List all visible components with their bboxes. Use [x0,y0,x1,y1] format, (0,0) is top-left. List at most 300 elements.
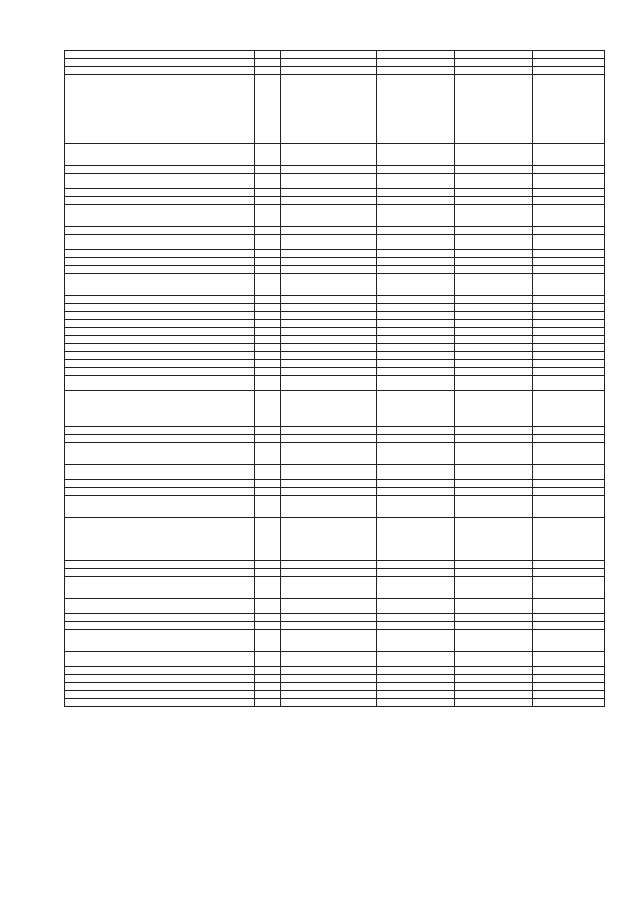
row-amount-col6-cell [533,561,605,569]
row-amount-col4-cell [377,250,455,258]
row-amount-col4-cell [377,344,455,352]
row-amount-col6-cell [533,577,605,599]
row-code-cell [281,465,377,480]
row-amount-col6-cell [533,683,605,691]
row-code-cell [281,352,377,360]
row-col2-cell [255,667,281,675]
row-col2-cell [255,336,281,344]
row-code-cell [281,518,377,561]
row-amount-col5-cell [455,67,533,75]
row-amount-col5-cell [455,691,533,699]
row-amount-col5-cell [455,376,533,391]
row-col2-cell [255,652,281,667]
table-row [65,174,605,189]
table-row [65,652,605,667]
row-code-cell [281,622,377,630]
table-row [65,518,605,561]
row-amount-col4-cell [377,465,455,480]
row-amount-col5-cell [455,599,533,614]
row-code-cell [281,59,377,67]
row-amount-col5-cell [455,675,533,683]
row-code-cell [281,577,377,599]
row-name-cell [65,614,255,622]
row-code-cell [281,250,377,258]
column-header [255,51,281,59]
row-name-cell [65,496,255,518]
row-col2-cell [255,518,281,561]
table-row [65,599,605,614]
header-row [65,51,605,59]
row-amount-col6-cell [533,488,605,496]
row-amount-col4-cell [377,274,455,296]
row-amount-col5-cell [455,622,533,630]
row-amount-col4-cell [377,235,455,250]
row-amount-col6-cell [533,274,605,296]
table-row [65,691,605,699]
row-amount-col6-cell [533,59,605,67]
row-amount-col5-cell [455,360,533,368]
row-col2-cell [255,312,281,320]
row-amount-col6-cell [533,328,605,336]
row-amount-col5-cell [455,250,533,258]
row-amount-col5-cell [455,197,533,205]
row-amount-col4-cell [377,304,455,312]
row-code-cell [281,205,377,227]
table-row [65,274,605,296]
row-code-cell [281,174,377,189]
row-amount-col4-cell [377,376,455,391]
row-amount-col6-cell [533,304,605,312]
row-amount-col6-cell [533,496,605,518]
row-amount-col5-cell [455,480,533,488]
row-col2-cell [255,304,281,312]
row-col2-cell [255,67,281,75]
table-row [65,465,605,480]
row-amount-col6-cell [533,250,605,258]
row-amount-col4-cell [377,320,455,328]
table-row [65,427,605,435]
row-col2-cell [255,427,281,435]
row-code-cell [281,144,377,166]
table-row [65,312,605,320]
row-name-cell [65,336,255,344]
row-col2-cell [255,235,281,250]
row-name-cell [65,488,255,496]
row-amount-col6-cell [533,699,605,707]
row-amount-col6-cell [533,622,605,630]
row-col2-cell [255,320,281,328]
table-row [65,496,605,518]
table-row [65,630,605,652]
table-row [65,391,605,427]
column-header [281,51,377,59]
row-code-cell [281,569,377,577]
row-col2-cell [255,683,281,691]
row-code-cell [281,427,377,435]
row-amount-col6-cell [533,296,605,304]
row-code-cell [281,443,377,465]
table-row [65,205,605,227]
row-amount-col4-cell [377,561,455,569]
row-name-cell [65,328,255,336]
row-col2-cell [255,368,281,376]
row-amount-col4-cell [377,166,455,174]
row-amount-col5-cell [455,699,533,707]
row-amount-col4-cell [377,258,455,266]
row-amount-col5-cell [455,667,533,675]
row-code-cell [281,304,377,312]
row-amount-col6-cell [533,465,605,480]
row-amount-col4-cell [377,675,455,683]
row-amount-col6-cell [533,480,605,488]
row-amount-col5-cell [455,258,533,266]
row-code-cell [281,488,377,496]
table-row [65,614,605,622]
row-amount-col5-cell [455,274,533,296]
row-col2-cell [255,465,281,480]
row-code-cell [281,67,377,75]
row-amount-col6-cell [533,427,605,435]
row-amount-col5-cell [455,683,533,691]
row-code-cell [281,266,377,274]
row-code-cell [281,258,377,266]
table-row [65,435,605,443]
row-amount-col5-cell [455,320,533,328]
row-col2-cell [255,174,281,189]
row-name-cell [65,569,255,577]
row-amount-col6-cell [533,630,605,652]
row-code-cell [281,344,377,352]
table-row [65,683,605,691]
table-row [65,328,605,336]
row-amount-col6-cell [533,320,605,328]
row-amount-col6-cell [533,174,605,189]
row-col2-cell [255,166,281,174]
row-col2-cell [255,274,281,296]
row-code-cell [281,368,377,376]
row-amount-col4-cell [377,368,455,376]
row-amount-col6-cell [533,166,605,174]
row-name-cell [65,427,255,435]
row-amount-col4-cell [377,296,455,304]
table-row [65,197,605,205]
row-col2-cell [255,675,281,683]
budget-table [64,50,605,707]
table-row [65,320,605,328]
row-col2-cell [255,496,281,518]
row-name-cell [65,67,255,75]
row-code-cell [281,296,377,304]
row-code-cell [281,480,377,488]
row-amount-col4-cell [377,391,455,427]
row-name-cell [65,352,255,360]
row-name-cell [65,205,255,227]
row-amount-col5-cell [455,443,533,465]
row-amount-col6-cell [533,435,605,443]
table-row [65,675,605,683]
table-row [65,368,605,376]
row-col2-cell [255,266,281,274]
row-amount-col6-cell [533,312,605,320]
row-amount-col4-cell [377,683,455,691]
table-row [65,75,605,144]
row-name-cell [65,675,255,683]
table-row [65,699,605,707]
table-row [65,488,605,496]
row-code-cell [281,227,377,235]
column-header [65,51,255,59]
row-amount-col5-cell [455,227,533,235]
row-col2-cell [255,599,281,614]
row-amount-col5-cell [455,614,533,622]
row-amount-col6-cell [533,614,605,622]
row-name-cell [65,630,255,652]
row-amount-col6-cell [533,599,605,614]
row-name-cell [65,391,255,427]
row-name-cell [65,435,255,443]
row-code-cell [281,360,377,368]
row-amount-col4-cell [377,427,455,435]
row-amount-col4-cell [377,312,455,320]
row-amount-col6-cell [533,144,605,166]
row-amount-col5-cell [455,75,533,144]
row-col2-cell [255,296,281,304]
row-amount-col4-cell [377,569,455,577]
row-amount-col5-cell [455,518,533,561]
row-col2-cell [255,360,281,368]
row-code-cell [281,336,377,344]
row-col2-cell [255,197,281,205]
row-amount-col6-cell [533,235,605,250]
row-code-cell [281,189,377,197]
row-col2-cell [255,443,281,465]
row-amount-col6-cell [533,197,605,205]
column-header [377,51,455,59]
table-row [65,667,605,675]
row-amount-col4-cell [377,435,455,443]
table-row [65,577,605,599]
row-amount-col5-cell [455,144,533,166]
row-col2-cell [255,250,281,258]
row-amount-col4-cell [377,599,455,614]
row-amount-col6-cell [533,189,605,197]
row-name-cell [65,599,255,614]
row-amount-col6-cell [533,75,605,144]
row-amount-col6-cell [533,227,605,235]
row-col2-cell [255,189,281,197]
row-amount-col6-cell [533,652,605,667]
row-col2-cell [255,488,281,496]
table-row [65,250,605,258]
row-amount-col6-cell [533,344,605,352]
row-col2-cell [255,569,281,577]
table-row [65,443,605,465]
table-body [65,59,605,707]
table-row [65,304,605,312]
row-code-cell [281,599,377,614]
row-col2-cell [255,391,281,427]
row-code-cell [281,699,377,707]
row-amount-col4-cell [377,691,455,699]
row-code-cell [281,320,377,328]
row-amount-col5-cell [455,652,533,667]
row-code-cell [281,652,377,667]
row-col2-cell [255,699,281,707]
table-row [65,258,605,266]
row-amount-col5-cell [455,577,533,599]
row-amount-col6-cell [533,443,605,465]
row-amount-col5-cell [455,235,533,250]
row-col2-cell [255,344,281,352]
row-name-cell [65,250,255,258]
row-amount-col4-cell [377,496,455,518]
row-amount-col5-cell [455,352,533,360]
row-name-cell [65,296,255,304]
row-code-cell [281,391,377,427]
row-amount-col5-cell [455,496,533,518]
row-code-cell [281,312,377,320]
row-code-cell [281,75,377,144]
table-row [65,344,605,352]
row-amount-col5-cell [455,435,533,443]
row-amount-col5-cell [455,296,533,304]
row-col2-cell [255,258,281,266]
row-amount-col6-cell [533,391,605,427]
row-amount-col4-cell [377,443,455,465]
row-amount-col5-cell [455,488,533,496]
row-name-cell [65,227,255,235]
table-row [65,59,605,67]
table-row [65,266,605,274]
column-header [455,51,533,59]
row-code-cell [281,166,377,174]
row-name-cell [65,518,255,561]
row-amount-col6-cell [533,675,605,683]
table-row [65,480,605,488]
row-col2-cell [255,614,281,622]
row-name-cell [65,304,255,312]
table-row [65,352,605,360]
row-name-cell [65,320,255,328]
row-amount-col4-cell [377,266,455,274]
row-col2-cell [255,328,281,336]
row-name-cell [65,465,255,480]
row-amount-col4-cell [377,174,455,189]
table-row [65,360,605,368]
row-amount-col4-cell [377,480,455,488]
row-amount-col6-cell [533,266,605,274]
table-row [65,622,605,630]
row-name-cell [65,699,255,707]
row-amount-col6-cell [533,667,605,675]
row-col2-cell [255,205,281,227]
table-row [65,235,605,250]
row-code-cell [281,197,377,205]
row-amount-col5-cell [455,312,533,320]
row-amount-col4-cell [377,197,455,205]
table-row [65,227,605,235]
row-amount-col4-cell [377,577,455,599]
row-amount-col6-cell [533,569,605,577]
row-code-cell [281,328,377,336]
row-col2-cell [255,691,281,699]
row-amount-col6-cell [533,67,605,75]
row-col2-cell [255,561,281,569]
row-name-cell [65,577,255,599]
row-code-cell [281,675,377,683]
row-amount-col5-cell [455,304,533,312]
row-name-cell [65,691,255,699]
row-amount-col5-cell [455,465,533,480]
row-code-cell [281,274,377,296]
row-amount-col6-cell [533,376,605,391]
row-amount-col4-cell [377,189,455,197]
table-row [65,67,605,75]
row-code-cell [281,667,377,675]
row-name-cell [65,368,255,376]
row-amount-col5-cell [455,59,533,67]
table-row [65,336,605,344]
row-col2-cell [255,435,281,443]
row-name-cell [65,667,255,675]
row-amount-col6-cell [533,518,605,561]
row-name-cell [65,274,255,296]
row-name-cell [65,344,255,352]
row-amount-col4-cell [377,667,455,675]
row-name-cell [65,360,255,368]
row-amount-col4-cell [377,67,455,75]
row-name-cell [65,266,255,274]
row-amount-col4-cell [377,75,455,144]
row-name-cell [65,189,255,197]
row-col2-cell [255,630,281,652]
table-row [65,569,605,577]
row-amount-col4-cell [377,614,455,622]
row-name-cell [65,622,255,630]
row-col2-cell [255,376,281,391]
row-name-cell [65,561,255,569]
row-name-cell [65,376,255,391]
row-name-cell [65,683,255,691]
row-code-cell [281,376,377,391]
row-name-cell [65,652,255,667]
row-amount-col6-cell [533,352,605,360]
row-amount-col5-cell [455,561,533,569]
row-amount-col5-cell [455,569,533,577]
row-amount-col4-cell [377,488,455,496]
row-amount-col5-cell [455,630,533,652]
row-code-cell [281,630,377,652]
row-amount-col4-cell [377,630,455,652]
row-amount-col5-cell [455,344,533,352]
row-col2-cell [255,480,281,488]
table-row [65,296,605,304]
row-amount-col6-cell [533,360,605,368]
column-header [533,51,605,59]
row-col2-cell [255,622,281,630]
row-amount-col4-cell [377,59,455,67]
row-name-cell [65,59,255,67]
row-amount-col5-cell [455,427,533,435]
row-amount-col5-cell [455,189,533,197]
table-row [65,166,605,174]
row-code-cell [281,561,377,569]
table-row [65,189,605,197]
row-name-cell [65,480,255,488]
row-code-cell [281,235,377,250]
table-row [65,144,605,166]
table-row [65,561,605,569]
